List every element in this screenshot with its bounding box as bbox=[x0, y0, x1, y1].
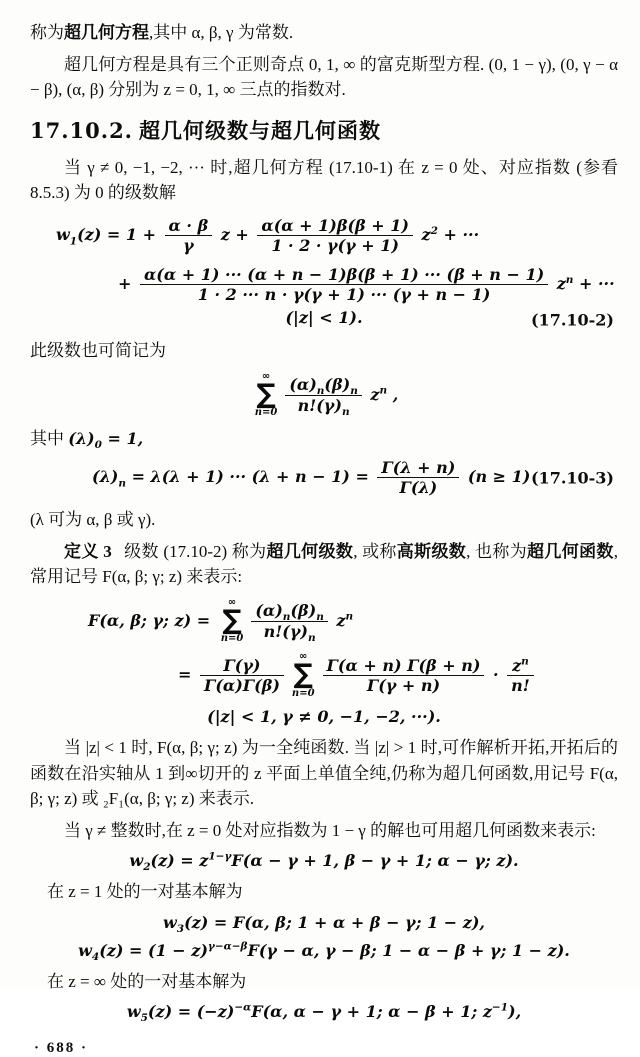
formula-fragment: (β) bbox=[324, 375, 351, 395]
summation-part: ∞ bbox=[227, 596, 237, 608]
summation-part: n=0 bbox=[291, 688, 315, 700]
formula-fragment: Γ(α + n) Γ(β + n) bbox=[326, 656, 481, 676]
formula-fragment: (z) = (−z) bbox=[147, 1002, 235, 1022]
term-gauss-series: 高斯级数 bbox=[396, 541, 467, 561]
basis-at-infinity-label: 在 z = ∞ 处的一对基本解为 bbox=[47, 971, 247, 991]
summation-part: n=0 bbox=[254, 407, 278, 419]
formula-fragment: = bbox=[178, 665, 197, 685]
formula-fragment: (α) bbox=[289, 375, 317, 395]
formula-fragment: (z) = (1 − z) bbox=[99, 940, 208, 960]
fraction-numerator bbox=[200, 656, 284, 675]
formula-superscript: −1 bbox=[491, 1001, 509, 1014]
fraction-denominator bbox=[251, 621, 328, 644]
formula-fragment: z bbox=[415, 224, 431, 244]
formula-pochhammer-zero bbox=[68, 429, 144, 452]
formula-superscript: 1−γ bbox=[208, 850, 232, 863]
formula-fragment: F(α − γ + 1, β − γ + 1; α − γ; z). bbox=[231, 851, 519, 871]
formula-fragment: · bbox=[487, 665, 505, 685]
formula-superscript: −α bbox=[234, 1001, 252, 1014]
formula-fragment: (z) = F(α, β; 1 + α + β − γ; 1 − z), bbox=[184, 912, 485, 932]
formula-subscript: n bbox=[316, 385, 325, 398]
fraction-denominator bbox=[257, 235, 413, 255]
definition-3-label: 定义 3 bbox=[64, 541, 112, 561]
fraction bbox=[251, 601, 328, 644]
formula-fragment: z bbox=[551, 274, 566, 294]
formula-superscript: n bbox=[345, 610, 354, 623]
formula-superscript: n bbox=[379, 384, 388, 397]
formula-subscript: 2 bbox=[143, 861, 151, 874]
summation-part: ∑ bbox=[222, 604, 242, 636]
formula-fragment: w bbox=[56, 224, 70, 244]
fraction-numerator bbox=[165, 216, 213, 235]
fraction-denominator bbox=[285, 395, 362, 418]
formula-fragment: + ··· bbox=[573, 274, 615, 294]
formula-fragment: Γ(γ) bbox=[223, 656, 261, 676]
summation-symbol bbox=[221, 598, 244, 645]
fraction bbox=[285, 375, 362, 418]
formula-fragment: + bbox=[118, 274, 137, 294]
formula-subscript: 1 bbox=[69, 234, 78, 247]
formula-subscript: n bbox=[307, 631, 316, 644]
formula-fragment: w bbox=[126, 1002, 141, 1022]
formula-fragment: ), bbox=[508, 1002, 522, 1022]
formula-fragment: α(α + 1) ··· (α + n − 1)β(β + 1) ··· (β + n − 1) bbox=[143, 264, 545, 284]
pochhammer-intro-text: 其中 bbox=[30, 429, 69, 449]
fraction-numerator bbox=[377, 458, 459, 477]
equation-number-17-10-3: (17.10-3) bbox=[530, 468, 614, 488]
formula-subscript: 3 bbox=[176, 922, 185, 935]
formula-superscript: n bbox=[565, 273, 574, 286]
fraction bbox=[165, 216, 213, 255]
definition-3-text-1: 级数 (17.10-2) 称为 bbox=[123, 541, 267, 561]
formula-superscript: 2 bbox=[430, 224, 438, 237]
formula-superscript: γ−α−β bbox=[207, 940, 248, 953]
formula-fragment: z + bbox=[215, 224, 255, 244]
shorthand-note: 此级数也可简记为 bbox=[30, 341, 166, 361]
fraction-numerator bbox=[507, 656, 534, 675]
definition-3-paragraph bbox=[30, 539, 618, 590]
definition-3-text-4: ,常用记号 F(α, β; γ; z) 来表示: bbox=[30, 541, 619, 587]
section-heading bbox=[30, 115, 618, 145]
equation-17-10-3-row bbox=[30, 458, 618, 497]
fraction-denominator bbox=[165, 235, 213, 255]
formula-subscript: 4 bbox=[91, 950, 100, 963]
formula-subscript: n bbox=[282, 611, 291, 624]
formula-F-definition-line1 bbox=[88, 598, 618, 645]
formula-fragment: w bbox=[129, 851, 144, 871]
formula-fragment: (z) = z bbox=[150, 851, 209, 871]
formula-fragment: Γ(γ + n) bbox=[366, 676, 441, 696]
summation-symbol bbox=[292, 652, 315, 699]
formula-fragment: 1 · 2 · γ(γ + 1) bbox=[271, 235, 399, 255]
formula-fragment: Γ(λ) bbox=[399, 478, 438, 498]
fraction bbox=[377, 458, 459, 497]
formula-fragment: Γ(λ + n) bbox=[381, 457, 456, 477]
formula-fragment: Γ(α)Γ(β) bbox=[203, 676, 280, 696]
formula-fragment: w bbox=[78, 940, 92, 960]
section-title: 超几何级数与超几何函数 bbox=[139, 118, 381, 143]
formula-w5 bbox=[30, 1001, 618, 1025]
formula-subscript: 5 bbox=[140, 1012, 148, 1025]
formula-subscript: n bbox=[341, 405, 350, 418]
formula-fragment: α(α + 1)β(β + 1) bbox=[261, 215, 409, 235]
fraction-numerator bbox=[140, 265, 548, 284]
lambda-note: (λ 可为 α, β 或 γ). bbox=[30, 510, 156, 530]
formula-fragment: n!(γ) bbox=[297, 395, 342, 415]
intro-paragraph-2: 超几何方程是具有三个正则奇点 0, 1, ∞ 的富克斯型方程. (0, 1 − γ), (0, γ − α − β), (α, β) 分别为 z = 0, 1, ∞ 三点的指数对. bbox=[30, 54, 618, 99]
formula-fragment: z bbox=[512, 656, 522, 676]
formula-subscript: n bbox=[118, 477, 126, 490]
formula-fragment: (z) = 1 + bbox=[77, 224, 162, 244]
fraction-numerator bbox=[257, 216, 413, 235]
formula-fragment: (α) bbox=[255, 601, 283, 621]
fraction-denominator bbox=[140, 284, 548, 304]
formula-fragment: (n ≥ 1) bbox=[462, 467, 531, 487]
formula-fragment: (λ) bbox=[68, 429, 95, 449]
formula-fragment: n!(γ) bbox=[263, 621, 308, 641]
formula-subscript: n bbox=[316, 611, 324, 624]
formula-w1-line2 bbox=[118, 265, 618, 304]
formula-fragment: (β) bbox=[290, 601, 317, 621]
formula-w4 bbox=[30, 941, 618, 961]
pochhammer-intro-line bbox=[30, 426, 618, 452]
formula-fragment: w bbox=[162, 912, 177, 932]
term-hypergeometric-equation: 超几何方程 bbox=[64, 23, 149, 42]
fraction bbox=[140, 265, 548, 304]
formula-fragment: F(γ − α, γ − β; 1 − α − β + γ; 1 − z). bbox=[247, 940, 570, 960]
summation-symbol bbox=[255, 372, 278, 419]
formula-fragment: z bbox=[330, 610, 346, 630]
basis-at-1-label: 在 z = 1 处的一对基本解为 bbox=[47, 882, 243, 902]
formula-fragment: = 1, bbox=[101, 429, 144, 449]
fraction-denominator bbox=[507, 675, 534, 695]
formula-F-definition-line2 bbox=[178, 652, 618, 699]
analytic-continuation-paragraph: 当 |z| < 1 时, F(α, β; γ; z) 为一全纯函数. 当 |z| > 1 时,可作解析开拓,开拓后的函数在沿实轴从 1 到∞切开的 z 平面上单值全纯,仍称为超几何函数,用记号 F(α, β; γ; z) 或 ₂F₁(α, β; γ; z) 来表示. bbox=[30, 738, 618, 809]
fraction-denominator bbox=[323, 675, 485, 695]
formula-w3 bbox=[30, 913, 618, 933]
summation-part: ∑ bbox=[256, 378, 276, 410]
formula-fragment: 1 · 2 ··· n · γ(γ + 1) ··· (γ + n − 1) bbox=[197, 285, 491, 305]
formula-fragment: = λ(λ + 1) ··· (λ + n − 1) = bbox=[126, 467, 375, 487]
summation-part: ∞ bbox=[299, 651, 308, 663]
summation-part: ∞ bbox=[261, 370, 271, 382]
formula-fragment: F(α, β; γ; z) = bbox=[88, 610, 216, 630]
fraction bbox=[257, 216, 413, 255]
formula-fragment: α · β bbox=[168, 215, 209, 235]
section-number: 17.10.2. bbox=[30, 117, 133, 143]
formula-fragment: + ··· bbox=[437, 224, 480, 244]
formula-w2 bbox=[30, 850, 618, 874]
fraction-numerator bbox=[323, 656, 485, 675]
fraction bbox=[200, 656, 284, 695]
fraction bbox=[323, 656, 485, 695]
intro-rest-text: ,其中 α, β, γ 为常数. bbox=[149, 23, 294, 42]
formula-shorthand-sum bbox=[30, 372, 618, 419]
fraction-numerator bbox=[285, 375, 362, 398]
equation-17-10-2-row bbox=[30, 308, 618, 332]
formula-subscript: 0 bbox=[94, 439, 102, 452]
formula-fragment: γ bbox=[183, 235, 194, 255]
fraction bbox=[507, 656, 534, 695]
formula-pochhammer bbox=[92, 458, 530, 497]
formula-fragment: , bbox=[387, 384, 399, 404]
formula-w1-line1 bbox=[56, 216, 618, 255]
fraction-numerator bbox=[251, 601, 328, 624]
formula-subscript: n bbox=[350, 385, 358, 398]
fraction-denominator bbox=[200, 675, 284, 695]
summation-part: n=0 bbox=[220, 633, 244, 645]
formula-fragment: (λ) bbox=[92, 467, 119, 487]
term-hypergeometric-function: 超几何函数 bbox=[527, 541, 614, 561]
term-hypergeometric-series: 超几何级数 bbox=[266, 541, 354, 561]
formula-fragment: z bbox=[364, 384, 380, 404]
equation-number-17-10-2: (17.10-2) bbox=[530, 310, 614, 330]
intro-pre-text: 称为 bbox=[30, 23, 64, 42]
formula-F-condition: (|z| < 1, γ ≠ 0, −1, −2, ···). bbox=[207, 707, 441, 727]
formula-fragment: F(α, α − γ + 1; α − β + 1; z bbox=[251, 1002, 492, 1022]
definition-3-text-2: , 或称 bbox=[353, 541, 397, 561]
gamma-noninteger-paragraph: 当 γ ≠ 整数时,在 z = 0 处对应指数为 1 − γ 的解也可用超几何函数来表示: bbox=[64, 820, 596, 840]
formula-superscript: n bbox=[521, 655, 529, 668]
formula-fragment: n! bbox=[511, 676, 530, 696]
series-intro-paragraph: 当 γ ≠ 0, −1, −2, ··· 时,超几何方程 (17.10-1) 在 z = 0 处、对应指数 (参看 8.5.3) 为 0 的级数解 bbox=[30, 157, 618, 202]
intro-line-1 bbox=[30, 20, 618, 46]
definition-3-text-3: , 也称为 bbox=[466, 541, 528, 561]
page-number: · 688 · bbox=[34, 1040, 89, 1057]
summation-part: ∑ bbox=[293, 659, 313, 691]
equation-17-10-2-condition: (|z| < 1). bbox=[285, 308, 363, 328]
fraction-denominator bbox=[377, 477, 459, 497]
